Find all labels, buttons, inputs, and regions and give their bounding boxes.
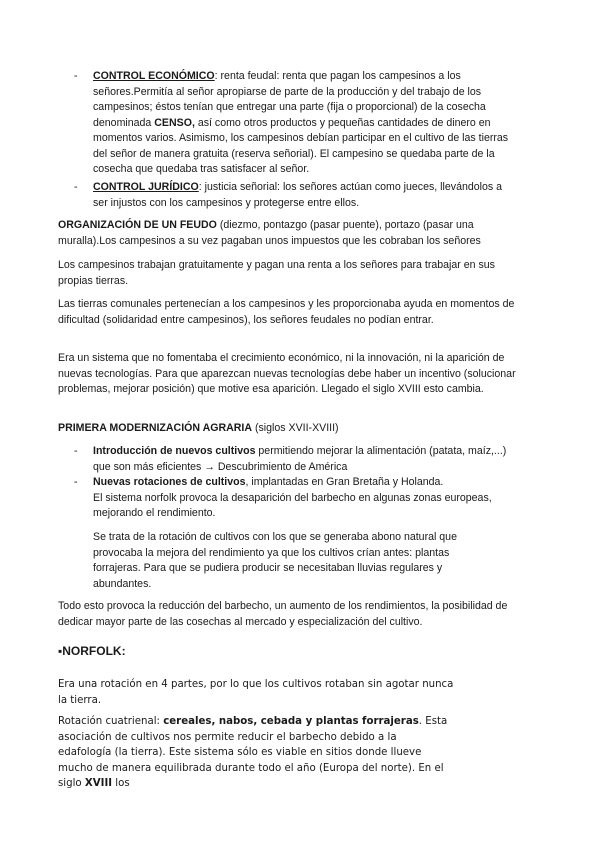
control-economico-text-2: así como otros productos y pequeñas cantidades de dinero en momentos varios. Asimismo, los campesinos debían participar en el cultivo de las tierras del señor de manera gratuita (reserva señorial). El campesino se quedaba parte de la cosecha que quedaba tras satisfacer al señor. — [93, 116, 509, 175]
primera-heading-bold: PRIMERA MODERNIZACIÓN AGRARIA — [58, 422, 253, 434]
bullet-dash: - — [74, 476, 78, 488]
rotaciones-item — [93, 475, 518, 522]
paragraph-comunales: Las tierras comunales pertenecían a los campesinos y les proporcionaba ayuda en momentos de dificultad (solidaridad entre campesinos), los señores feudales no podían entrar. — [58, 298, 515, 326]
rotaciones-label: Nuevas rotaciones de cultivos — [93, 476, 246, 488]
control-juridico-item — [93, 180, 513, 211]
censo-term: CENSO, — [154, 116, 195, 129]
control-juridico-text: : justicia señorial: los señores actúan como jueces, llevándolos a ser injustos con los campesinos y protegerse entre ellos. — [93, 181, 503, 209]
paragraph-era-rotacion: Era una rotación en 4 partes, por lo que los cultivos rotaban sin agotar nunca la tierra. — [58, 679, 454, 706]
intro-cultivos-item — [93, 444, 513, 475]
control-economico-text: : renta feudal: renta que pagan los campesinos a los señores.Permitía al señor apropiarse de parte de la producción y del trabajo de los campesinos; éstos tenían que entregar una parte (fija o proporcional) de la cosecha denominada — [93, 70, 486, 129]
bullet-dash: - — [74, 70, 78, 82]
cuatrienal-text: . Esta asociación de cultivos nos permite reducir el barbecho debido a la edafología (la tierra). Este sistema sólo es viable en sitios donde llueve mucho de manera equilibrada durante todo el año (Europa del norte). En el siglo — [58, 716, 448, 789]
control-economico-label: CONTROL ECONÓMICO — [93, 70, 215, 82]
cuatrienal-crops: cereales, nabos, cebada y plantas forrajeras — [163, 716, 419, 727]
rotaciones-text: , implantadas en Gran Bretaña y Holanda. — [245, 476, 444, 488]
control-economico-item — [93, 69, 513, 178]
paragraph-renta: Los campesinos trabajan gratuitamente y pagan una renta a los señores para trabajar en sus propias tierras. — [58, 259, 495, 287]
bullet-dash: - — [74, 445, 78, 457]
rotaciones-line2: El sistema norfolk provoca la desaparición del barbecho en algunas zonas europeas, mejorando el rendimiento. — [93, 491, 492, 519]
cuatrienal-siglo: XVIII — [84, 778, 113, 789]
primera-modernizacion-heading — [58, 421, 520, 437]
primera-heading-suffix: (siglos XVII-XVIII) — [252, 422, 339, 434]
organizacion-heading: ORGANIZACIÓN DE UN FEUDO — [58, 219, 217, 231]
control-juridico-label: CONTROL JURÍDICO — [93, 181, 199, 193]
paragraph-rotacion: Se trata de la rotación de cultivos con los que se generaba abono natural que provocaba la mejora del rendimiento ya que los cultivos crían antes: plantas forrajeras. Para que se pudiera producir se necesitaban lluvias regulares y abundantes. — [93, 531, 457, 590]
bullet-dash: - — [74, 181, 78, 193]
intro-cultivos-text: permitiendo mejorar la alimentación (patata, maíz,...) que son más eficientes → Descubrimiento de América — [93, 445, 507, 473]
organizacion-text: (diezmo, pontazgo (pasar puente), portazo (pasar una muralla).Los campesinos a su vez pagaban unos impuestos que les cobraban los señores — [58, 219, 481, 247]
paragraph-cuatrienal — [58, 714, 453, 792]
organizacion-paragraph — [58, 218, 520, 249]
cuatrienal-prefix: Rotación cuatrienal: — [58, 716, 164, 727]
intro-cultivos-label: Introducción de nuevos cultivos — [93, 445, 256, 457]
paragraph-provoca: Todo esto provoca la reducción del barbecho, un aumento de los rendimientos, la posibilidad de dedicar mayor parte de las cosechas al mercado y especialización del cultivo. — [58, 600, 508, 628]
paragraph-sistema: Era un sistema que no fomentaba el crecimiento económico, ni la innovación, ni la aparición de nuevas tecnologías. Para que aparezcan nuevas tecnologías debe haber un incentivo (solucionar problemas, mejorar posición) que motive esa aparición. Llegado el siglo XVIII esto cambia. — [58, 352, 516, 395]
cuatrienal-end: los — [112, 778, 130, 789]
norfolk-heading: ▪NORFOLK: — [58, 644, 126, 658]
